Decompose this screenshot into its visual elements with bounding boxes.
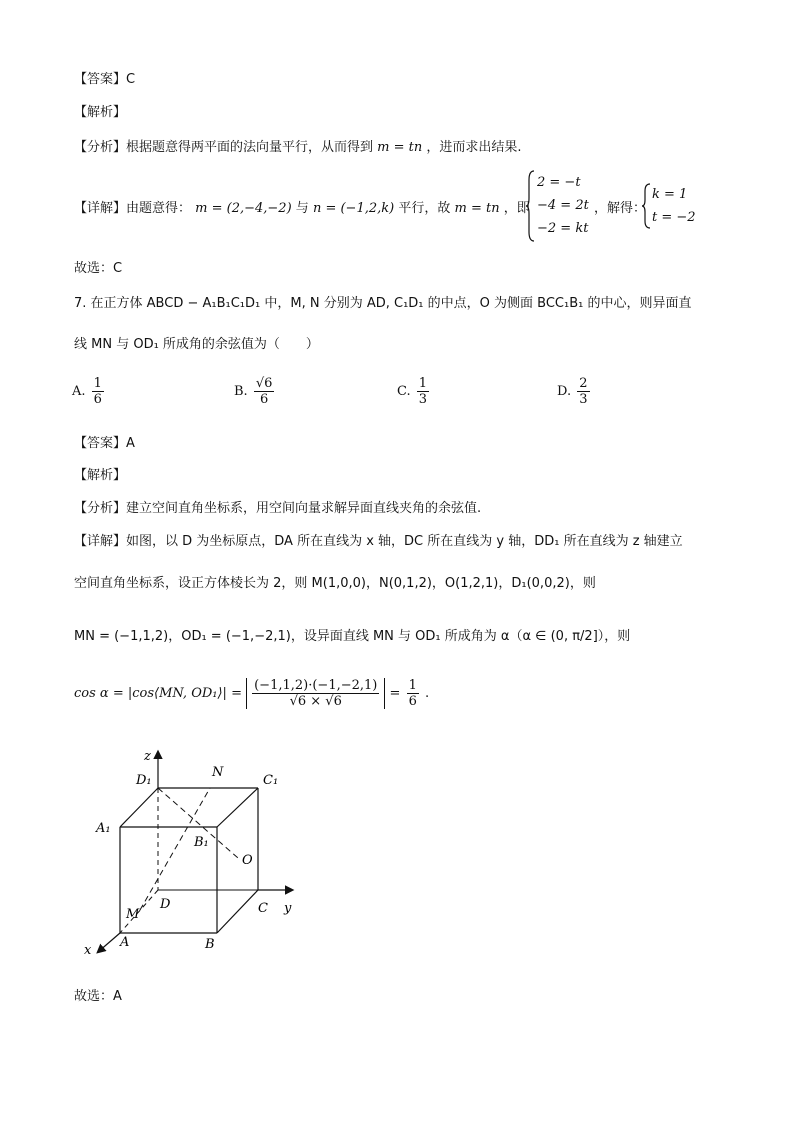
q6-fenxi: 【分析】根据题意得两平面的法向量平行，从而得到 m = tn ，进而求出结果. bbox=[74, 140, 522, 155]
label-a: A bbox=[120, 935, 130, 950]
q7-detail-line2: 空间直角坐标系，设正方体棱长为 2，则 M(1,0,0)，N(0,1,2)，O(1,2,1)，D₁(0,0,2)，则 bbox=[74, 576, 596, 591]
label-a1: A₁ bbox=[96, 821, 111, 836]
label-b1: B₁ bbox=[194, 835, 209, 850]
system-brace bbox=[526, 170, 536, 242]
q7-stem-line2: 线 MN 与 OD₁ 所成角的余弦值为（ ） bbox=[74, 337, 319, 352]
q7-analysis-header: 【解析】 bbox=[74, 468, 127, 483]
cosine-formula: cos α = |cos⟨MN, OD₁⟩| = $\frac{(-1,1,2)\cdot(-1,-2,1)}{√6 \times √6}$ = $\frac{1}{6}$ . bbox=[74, 678, 430, 709]
equation-system: 2 = −t −4 = 2t −2 = kt bbox=[537, 175, 589, 236]
q6-detail: 【详解】由题意得： m = (2,−4,−2) 与 n = (−1,2,k) 平行，故 m = tn ，即 bbox=[74, 201, 530, 216]
q6-answer: 【答案】C bbox=[74, 72, 136, 87]
q6-conclusion: 故选：C bbox=[74, 261, 123, 276]
label-m: M bbox=[126, 907, 140, 922]
q7-answer: 【答案】A bbox=[74, 436, 135, 451]
q6-solve-label: ，解得： bbox=[594, 201, 647, 216]
q7-stem-line1: 7. 在正方体 ABCD − A₁B₁C₁D₁ 中，M, N 分别为 AD, C₁D₁ 的中点，O 为侧面 BCC₁B₁ 的中心，则异面直 bbox=[74, 296, 692, 311]
option-a[interactable]: A. $\frac{1}{6}$ bbox=[72, 376, 102, 407]
label-d1: D₁ bbox=[136, 773, 152, 788]
q7-detail-line1: 【详解】如图，以 D 为坐标原点，DA 所在直线为 x 轴，DC 所在直线为 y 轴，DD₁ 所在直线为 z 轴建立 bbox=[74, 534, 683, 549]
label-n: N bbox=[212, 765, 224, 780]
label-x: x bbox=[84, 943, 92, 958]
label-c1: C₁ bbox=[263, 773, 279, 788]
q7-fenxi: 【分析】建立空间直角坐标系，用空间向量求解异面直线夹角的余弦值. bbox=[74, 501, 482, 516]
label-y: y bbox=[284, 901, 292, 916]
solution-system: k = 1 t = −2 bbox=[652, 187, 696, 225]
cube-figure bbox=[80, 740, 310, 960]
label-d: D bbox=[160, 897, 171, 912]
label-b: B bbox=[205, 937, 215, 952]
option-d[interactable]: D. $\frac{2}{3}$ bbox=[557, 376, 588, 407]
q7-detail-line3: MN = (−1,1,2)，OD₁ = (−1,−2,1)，设异面直线 MN 与 OD₁ 所成角为 α（α ∈ (0, π/2]），则 bbox=[74, 629, 631, 644]
solution-brace bbox=[642, 183, 651, 229]
label-c: C bbox=[258, 901, 268, 916]
label-o: O bbox=[242, 853, 253, 868]
option-b[interactable]: B. $\frac{√6}{6}$ bbox=[234, 376, 273, 407]
q6-analysis-header: 【解析】 bbox=[74, 105, 127, 120]
q7-conclusion: 故选：A bbox=[74, 989, 122, 1004]
label-z: z bbox=[144, 749, 151, 764]
option-c[interactable]: C. $\frac{1}{3}$ bbox=[397, 376, 428, 407]
